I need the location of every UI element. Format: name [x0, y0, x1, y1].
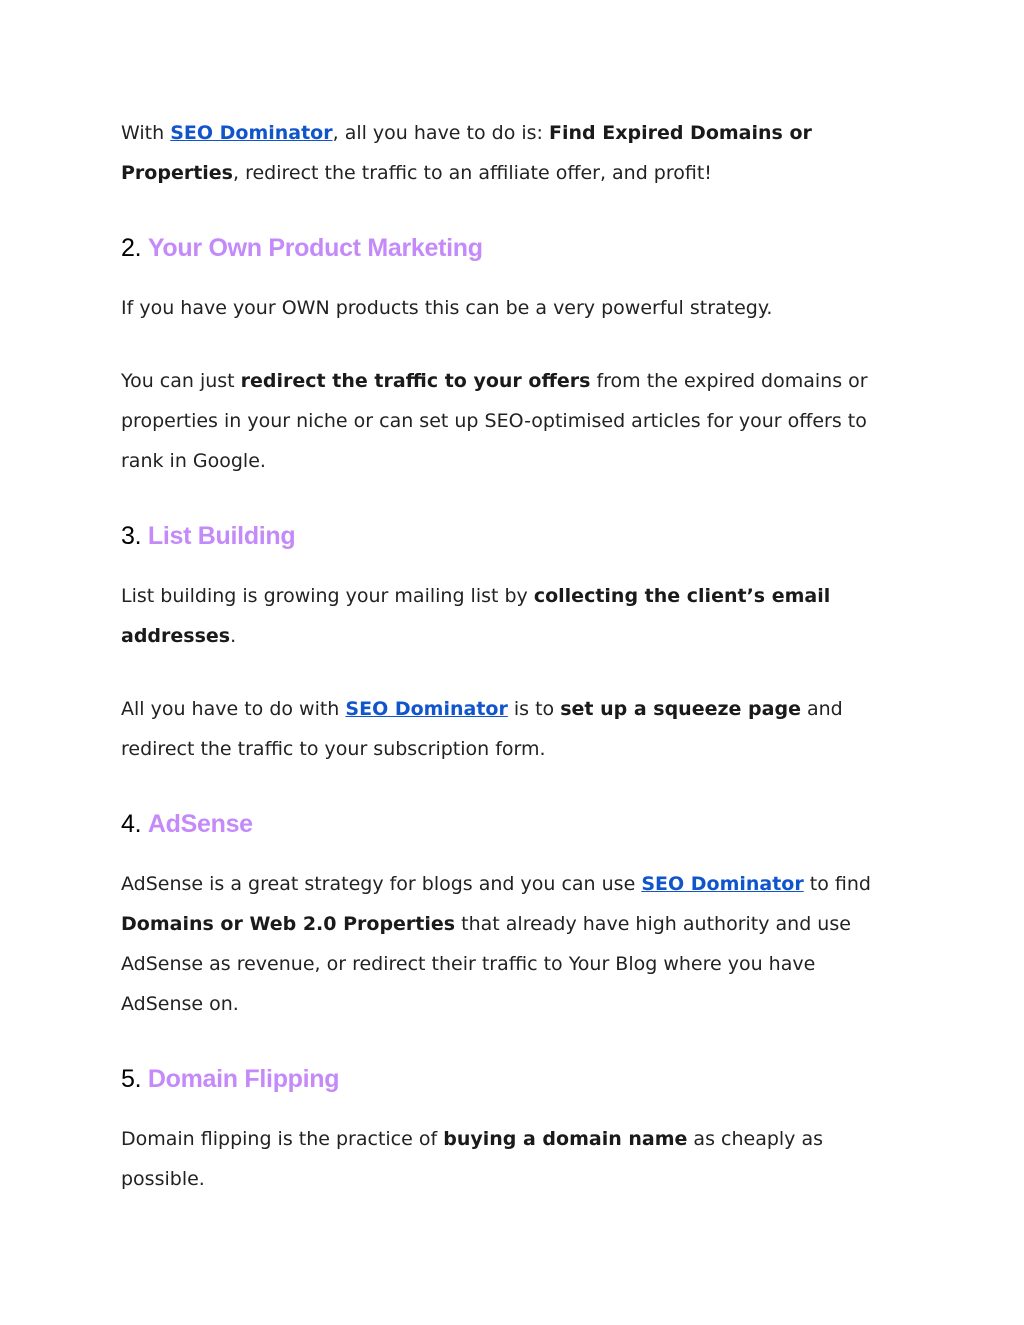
bold-run: Domains or Web 2.0 Properties	[121, 913, 456, 935]
text-run: is to	[507, 698, 561, 720]
bold-run: redirect the traffic to your offers	[240, 370, 591, 392]
document-body	[121, 113, 901, 1199]
text-run: You can just	[121, 370, 241, 392]
seo-dominator-link[interactable]: SEO Dominator	[345, 698, 508, 720]
product-marketing-paragraph-1: If you have your OWN products this can be a very powerful strategy.	[121, 297, 773, 319]
heading-adsense	[121, 804, 901, 844]
heading-list-building	[121, 516, 901, 556]
heading-number: 4.	[121, 810, 142, 838]
bold-run: Find Expired Domains or Properties	[121, 122, 812, 184]
bold-run: set up a squeeze page	[560, 698, 801, 720]
bold-run: collecting the client’s email addresses	[121, 585, 831, 647]
heading-number: 2.	[121, 234, 142, 262]
list-building-paragraph-2	[121, 689, 901, 769]
seo-dominator-link[interactable]: SEO Dominator	[170, 122, 333, 144]
text-run: .	[230, 625, 237, 647]
heading-your-own-product-marketing	[121, 228, 901, 268]
seo-dominator-link[interactable]: SEO Dominator	[641, 873, 804, 895]
list-building-paragraph-1	[121, 576, 901, 656]
domain-flipping-paragraph	[121, 1119, 901, 1199]
text-run: All you have to do with	[121, 698, 346, 720]
text-run: AdSense is a great strategy for blogs and you can use	[121, 873, 642, 895]
text-run: With	[121, 122, 171, 144]
product-marketing-paragraph-2	[121, 361, 901, 481]
adsense-paragraph	[121, 864, 901, 1024]
text-run: to find	[803, 873, 871, 895]
heading-title: List Building	[147, 522, 296, 550]
bold-run: buying a domain name	[443, 1128, 688, 1150]
heading-domain-flipping	[121, 1059, 901, 1099]
text-run: Domain flipping is the practice of	[121, 1128, 444, 1150]
text-run: List building is growing your mailing list by	[121, 585, 534, 607]
text-run: and redirect the traffic to your subscription form.	[121, 698, 843, 760]
heading-title: Your Own Product Marketing	[147, 234, 483, 262]
heading-number: 5.	[121, 1065, 142, 1093]
heading-title: Domain Flipping	[147, 1065, 340, 1093]
text-run: from the expired domains or properties in your niche or can set up SEO-optimised articles for your offers to rank in Google.	[121, 370, 868, 472]
heading-number: 3.	[121, 522, 142, 550]
intro-paragraph	[121, 113, 901, 193]
text-run: , all you have to do is:	[332, 122, 549, 144]
text-run: that already have high authority and use AdSense as revenue, or redirect their traffic to Your Blog where you have AdSense on.	[121, 913, 851, 1015]
text-run: as cheaply as possible.	[121, 1128, 823, 1190]
text-run: , redirect the traffic to an affiliate offer, and profit!	[233, 162, 712, 184]
heading-title: AdSense	[147, 810, 253, 838]
